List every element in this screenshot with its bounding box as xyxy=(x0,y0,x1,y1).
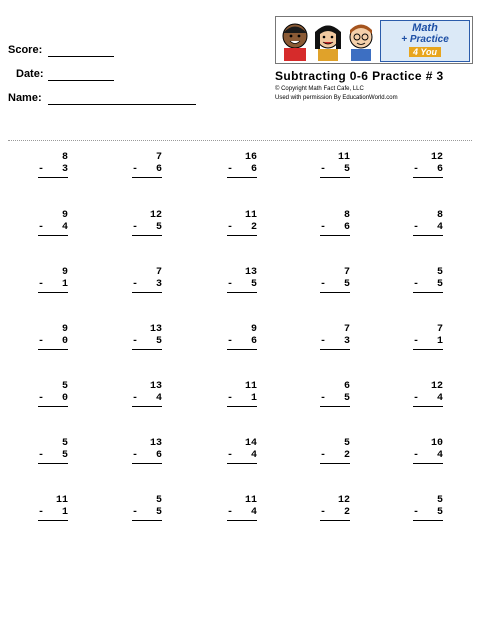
math-practice-logo xyxy=(380,20,470,62)
minuend: 7 xyxy=(155,152,162,163)
minuend: 14 xyxy=(244,438,257,449)
problem-3-1 xyxy=(38,267,68,301)
minus-sign: - xyxy=(227,222,234,233)
minus-sign: - xyxy=(227,279,234,290)
subtrahend-row xyxy=(227,164,257,178)
minus-sign: - xyxy=(227,336,234,347)
subtrahend-row xyxy=(320,164,350,178)
subtrahend-row xyxy=(413,393,443,407)
minus-sign: - xyxy=(413,336,420,347)
header-divider xyxy=(8,140,472,141)
subtrahend-row xyxy=(38,393,68,407)
subtrahend: 6 xyxy=(436,164,443,175)
problem-4-5 xyxy=(413,324,443,358)
minus-sign: - xyxy=(413,279,420,290)
minuend: 13 xyxy=(244,267,257,278)
minus-sign: - xyxy=(320,222,327,233)
minus-sign: - xyxy=(38,507,45,518)
minus-sign: - xyxy=(413,164,420,175)
minuend: 5 xyxy=(61,438,68,449)
subtrahend-row xyxy=(227,450,257,464)
minus-sign: - xyxy=(227,507,234,518)
subtrahend: 0 xyxy=(61,393,68,404)
minus-sign: - xyxy=(320,164,327,175)
date-line[interactable] xyxy=(48,80,114,81)
name-label: Name: xyxy=(8,92,42,104)
subtrahend: 6 xyxy=(155,164,162,175)
minuend: 7 xyxy=(436,324,443,335)
problem-4-2 xyxy=(132,324,162,358)
minuend: 6 xyxy=(343,381,350,392)
permission-text: Used with permission By EducationWorld.com xyxy=(275,95,398,101)
minuend: 13 xyxy=(149,381,162,392)
subtrahend-row xyxy=(320,393,350,407)
problem-1-2 xyxy=(132,152,162,186)
subtrahend: 6 xyxy=(343,222,350,233)
logo-line-1: Math xyxy=(412,22,438,34)
minus-sign: - xyxy=(320,507,327,518)
problem-7-3 xyxy=(227,495,257,529)
minuend: 9 xyxy=(61,210,68,221)
minus-sign: - xyxy=(132,450,139,461)
subtrahend-row xyxy=(38,507,68,521)
problem-6-2 xyxy=(132,438,162,472)
problem-5-4 xyxy=(320,381,350,415)
subtrahend: 5 xyxy=(250,279,257,290)
name-line[interactable] xyxy=(48,104,196,105)
subtrahend: 0 xyxy=(61,336,68,347)
subtrahend: 2 xyxy=(343,450,350,461)
minus-sign: - xyxy=(38,336,45,347)
minuend: 8 xyxy=(61,152,68,163)
subtrahend-row xyxy=(132,279,162,293)
problem-1-3 xyxy=(227,152,257,186)
minuend: 7 xyxy=(343,267,350,278)
subtrahend: 3 xyxy=(61,164,68,175)
minus-sign: - xyxy=(227,450,234,461)
subtrahend-row xyxy=(227,507,257,521)
minus-sign: - xyxy=(132,336,139,347)
minuend: 11 xyxy=(55,495,68,506)
subtrahend: 5 xyxy=(343,393,350,404)
problem-2-1 xyxy=(38,210,68,244)
problem-3-3 xyxy=(227,267,257,301)
subtrahend: 5 xyxy=(155,222,162,233)
subtrahend: 4 xyxy=(436,393,443,404)
problem-2-5 xyxy=(413,210,443,244)
minuend: 9 xyxy=(250,324,257,335)
subtrahend-row xyxy=(227,393,257,407)
subtrahend: 5 xyxy=(343,164,350,175)
minuend: 9 xyxy=(61,324,68,335)
problem-5-3 xyxy=(227,381,257,415)
problem-5-1 xyxy=(38,381,68,415)
problem-3-2 xyxy=(132,267,162,301)
minus-sign: - xyxy=(132,507,139,518)
problem-5-2 xyxy=(132,381,162,415)
minuend: 12 xyxy=(430,152,443,163)
minus-sign: - xyxy=(227,393,234,404)
subtrahend: 6 xyxy=(250,336,257,347)
minuend: 10 xyxy=(430,438,443,449)
minus-sign: - xyxy=(413,507,420,518)
minuend: 13 xyxy=(149,438,162,449)
score-label: Score: xyxy=(8,44,43,56)
subtrahend: 3 xyxy=(155,279,162,290)
subtrahend-row xyxy=(38,222,68,236)
date-label: Date: xyxy=(16,68,44,80)
problem-1-4 xyxy=(320,152,350,186)
subtrahend: 4 xyxy=(250,450,257,461)
subtrahend-row xyxy=(413,336,443,350)
subtrahend-row xyxy=(413,450,443,464)
minuend: 5 xyxy=(436,267,443,278)
problem-3-5 xyxy=(413,267,443,301)
minuend: 11 xyxy=(244,210,257,221)
subtrahend: 6 xyxy=(250,164,257,175)
score-field[interactable] xyxy=(8,44,42,56)
minus-sign: - xyxy=(320,336,327,347)
minus-sign: - xyxy=(38,164,45,175)
problem-7-2 xyxy=(132,495,162,529)
minuend: 12 xyxy=(149,210,162,221)
minus-sign: - xyxy=(132,393,139,404)
subtrahend: 4 xyxy=(436,222,443,233)
problem-6-1 xyxy=(38,438,68,472)
subtrahend: 5 xyxy=(436,507,443,518)
minuend: 12 xyxy=(430,381,443,392)
minus-sign: - xyxy=(132,164,139,175)
subtrahend-row xyxy=(132,222,162,236)
minuend: 9 xyxy=(61,267,68,278)
problem-2-4 xyxy=(320,210,350,244)
minus-sign: - xyxy=(132,222,139,233)
logo-line-3-text: 4 You xyxy=(409,47,441,57)
minuend: 13 xyxy=(149,324,162,335)
problem-7-1 xyxy=(38,495,68,529)
minus-sign: - xyxy=(413,222,420,233)
subtrahend: 2 xyxy=(343,507,350,518)
minuend: 7 xyxy=(155,267,162,278)
subtrahend-row xyxy=(38,279,68,293)
minus-sign: - xyxy=(320,393,327,404)
subtrahend: 1 xyxy=(436,336,443,347)
minuend: 12 xyxy=(337,495,350,506)
subtrahend-row xyxy=(132,507,162,521)
subtrahend: 4 xyxy=(61,222,68,233)
minuend: 8 xyxy=(343,210,350,221)
subtrahend: 5 xyxy=(343,279,350,290)
problem-6-5 xyxy=(413,438,443,472)
subtrahend: 4 xyxy=(436,450,443,461)
subtrahend: 5 xyxy=(155,507,162,518)
subtrahend-row xyxy=(413,222,443,236)
minuend: 8 xyxy=(436,210,443,221)
kids-illustration xyxy=(278,19,378,61)
minus-sign: - xyxy=(413,393,420,404)
logo-line-2: + Practice xyxy=(401,34,449,45)
subtrahend: 5 xyxy=(436,279,443,290)
problem-4-1 xyxy=(38,324,68,358)
subtrahend: 4 xyxy=(250,507,257,518)
subtrahend-row xyxy=(38,450,68,464)
score-line[interactable] xyxy=(48,56,114,57)
worksheet-title: Subtracting 0-6 Practice # 3 xyxy=(275,69,444,83)
minus-sign: - xyxy=(320,279,327,290)
minus-sign: - xyxy=(38,279,45,290)
minus-sign: - xyxy=(227,164,234,175)
subtrahend-row xyxy=(320,279,350,293)
subtrahend-row xyxy=(132,450,162,464)
subtrahend-row xyxy=(227,336,257,350)
subtrahend: 1 xyxy=(250,393,257,404)
subtrahend-row xyxy=(413,279,443,293)
minuend: 11 xyxy=(244,495,257,506)
minuend: 5 xyxy=(155,495,162,506)
minuend: 5 xyxy=(61,381,68,392)
brand-banner xyxy=(275,16,473,64)
problem-2-2 xyxy=(132,210,162,244)
problem-4-3 xyxy=(227,324,257,358)
subtrahend-row xyxy=(320,507,350,521)
subtrahend-row xyxy=(320,450,350,464)
subtrahend: 5 xyxy=(155,336,162,347)
minuend: 7 xyxy=(343,324,350,335)
minus-sign: - xyxy=(38,393,45,404)
subtrahend: 1 xyxy=(61,279,68,290)
subtrahend: 5 xyxy=(61,450,68,461)
minus-sign: - xyxy=(38,222,45,233)
subtrahend-row xyxy=(38,336,68,350)
subtrahend: 4 xyxy=(155,393,162,404)
problem-3-4 xyxy=(320,267,350,301)
subtrahend-row xyxy=(132,164,162,178)
subtrahend-row xyxy=(132,336,162,350)
copyright-text: © Copyright Math Fact Cafe, LLC xyxy=(275,86,364,92)
problem-2-3 xyxy=(227,210,257,244)
date-field[interactable] xyxy=(16,68,44,80)
problem-7-5 xyxy=(413,495,443,529)
problem-7-4 xyxy=(320,495,350,529)
minuend: 5 xyxy=(436,495,443,506)
subtrahend-row xyxy=(38,164,68,178)
problem-6-4 xyxy=(320,438,350,472)
subtrahend-row xyxy=(227,222,257,236)
subtrahend-row xyxy=(227,279,257,293)
problem-1-5 xyxy=(413,152,443,186)
subtrahend-row xyxy=(413,164,443,178)
minuend: 11 xyxy=(337,152,350,163)
subtrahend: 3 xyxy=(343,336,350,347)
logo-line-3 xyxy=(381,47,469,57)
minuend: 5 xyxy=(343,438,350,449)
minus-sign: - xyxy=(413,450,420,461)
subtrahend-row xyxy=(320,336,350,350)
minuend: 11 xyxy=(244,381,257,392)
minus-sign: - xyxy=(38,450,45,461)
minus-sign: - xyxy=(132,279,139,290)
problem-6-3 xyxy=(227,438,257,472)
name-field[interactable] xyxy=(8,92,42,104)
subtrahend-row xyxy=(320,222,350,236)
problem-1-1 xyxy=(38,152,68,186)
subtrahend: 2 xyxy=(250,222,257,233)
problem-5-5 xyxy=(413,381,443,415)
subtrahend-row xyxy=(132,393,162,407)
minus-sign: - xyxy=(320,450,327,461)
subtrahend: 1 xyxy=(61,507,68,518)
subtrahend: 6 xyxy=(155,450,162,461)
problem-4-4 xyxy=(320,324,350,358)
minuend: 16 xyxy=(244,152,257,163)
subtrahend-row xyxy=(413,507,443,521)
